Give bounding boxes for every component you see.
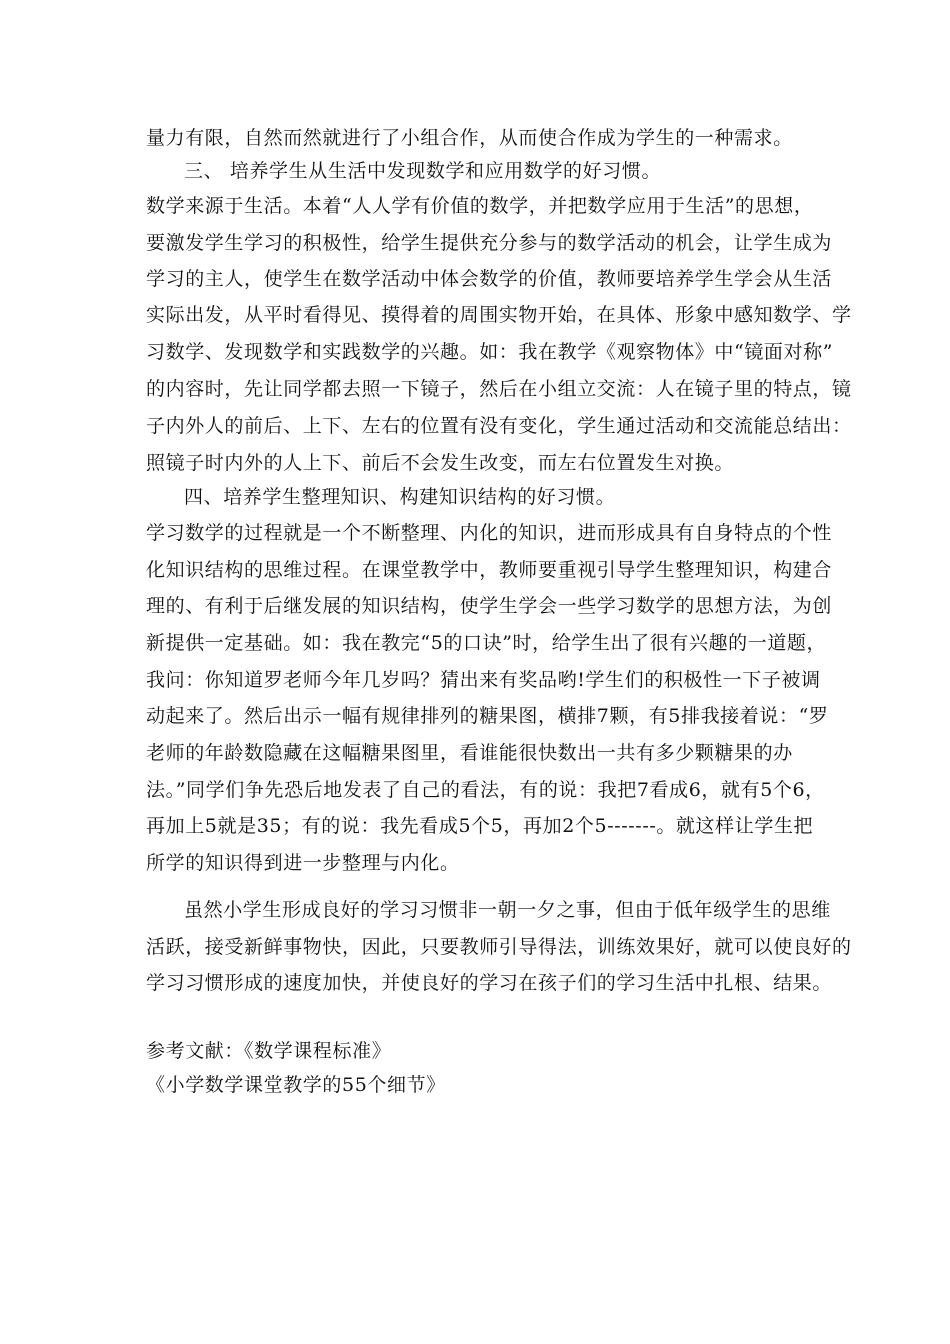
paragraph-line: 照镜子时内外的人上下、前后不会发生改变，而左右位置发生对换。 [146, 452, 735, 474]
paragraph-line: 量力有限，自然而然就进行了小组合作，从而使合作成为学生的一种需求。 [146, 127, 793, 149]
paragraph-line: 活跃，接受新鲜事物快，因此，只要教师引导得法，训练效果好，就可以使良好的 [146, 936, 852, 958]
paragraph-line: 再加上5就是35；有的说：我先看成5个5，再加2个5-------。就这样让学生把 [146, 815, 814, 837]
paragraph-line: 虽然小学生形成良好的学习习惯非一朝一夕之事，但由于低年级学生的思维 [184, 899, 831, 921]
paragraph-line: 所学的知识得到进一步整理与内化。 [146, 852, 460, 874]
section-heading-4: 四、培养学生整理知识、构建知识结构的好习惯。 [184, 486, 616, 508]
paragraph-line: 我问：你知道罗老师今年几岁吗？猜出来有奖品哟!学生们的积极性一下子被调 [146, 669, 821, 691]
paragraph-line: 子内外人的前后、上下、左右的位置有没有变化，学生通过活动和交流能总结出： [146, 415, 852, 437]
paragraph-line: 法。”同学们争先恐后地发表了自己的看法，有的说：我把7看成6，就有5个6， [146, 779, 825, 801]
paragraph-line: 新提供一定基础。如：我在教完“5的口诀”时，给学生出了很有兴趣的一道题， [146, 632, 827, 654]
paragraph-line: 的内容时，先让同学都去照一下镜子，然后在小组立交流：人在镜子里的特点，镜 [146, 378, 852, 400]
paragraph-line: 学习数学的过程就是一个不断整理、内化的知识，进而形成具有自身特点的个性 [146, 522, 833, 544]
paragraph-line: 实际出发，从平时看得见、摸得着的周围实物开始，在具体、形象中感知数学、学 [146, 304, 852, 326]
paragraph-line: 数学来源于生活。本着“人人学有价值的数学，并把数学应用于生活”的思想， [146, 195, 814, 217]
paragraph-line: 习数学、发现数学和实践数学的兴趣。如：我在教学《观察物体》中“镜面对称” [146, 341, 834, 363]
reference-line: 参考文献：《数学课程标准》 [146, 1040, 392, 1062]
paragraph-line: 老师的年龄数隐藏在这幅糖果图里，看谁能很快数出一共有多少颗糖果的办 [146, 742, 793, 764]
paragraph-line: 化知识结构的思维过程。在课堂教学中，教师要重视引导学生整理知识，构建合 [146, 559, 833, 581]
paragraph-line: 要激发学生学习的积极性，给学生提供充分参与的数学活动的机会，让学生成为 [146, 232, 833, 254]
section-heading-3: 三、 培养学生从生活中发现数学和应用数学的好习惯。 [184, 160, 662, 182]
reference-line: 《小学数学课堂教学的55个细节》 [146, 1074, 446, 1096]
paragraph-line: 学习习惯形成的速度加快，并使良好的学习在孩子们的学习生活中扎根、结果。 [146, 972, 833, 994]
paragraph-line: 动起来了。然后出示一幅有规律排列的糖果图，横排7颗，有5排我接着说：“罗 [146, 705, 829, 727]
paragraph-line: 学习的主人，使学生在数学活动中体会数学的价值，教师要培养学生学会从生活 [146, 268, 833, 290]
paragraph-line: 理的、有利于后继发展的知识结构，使学生学会一些学习数学的思想方法，为创 [146, 595, 833, 617]
